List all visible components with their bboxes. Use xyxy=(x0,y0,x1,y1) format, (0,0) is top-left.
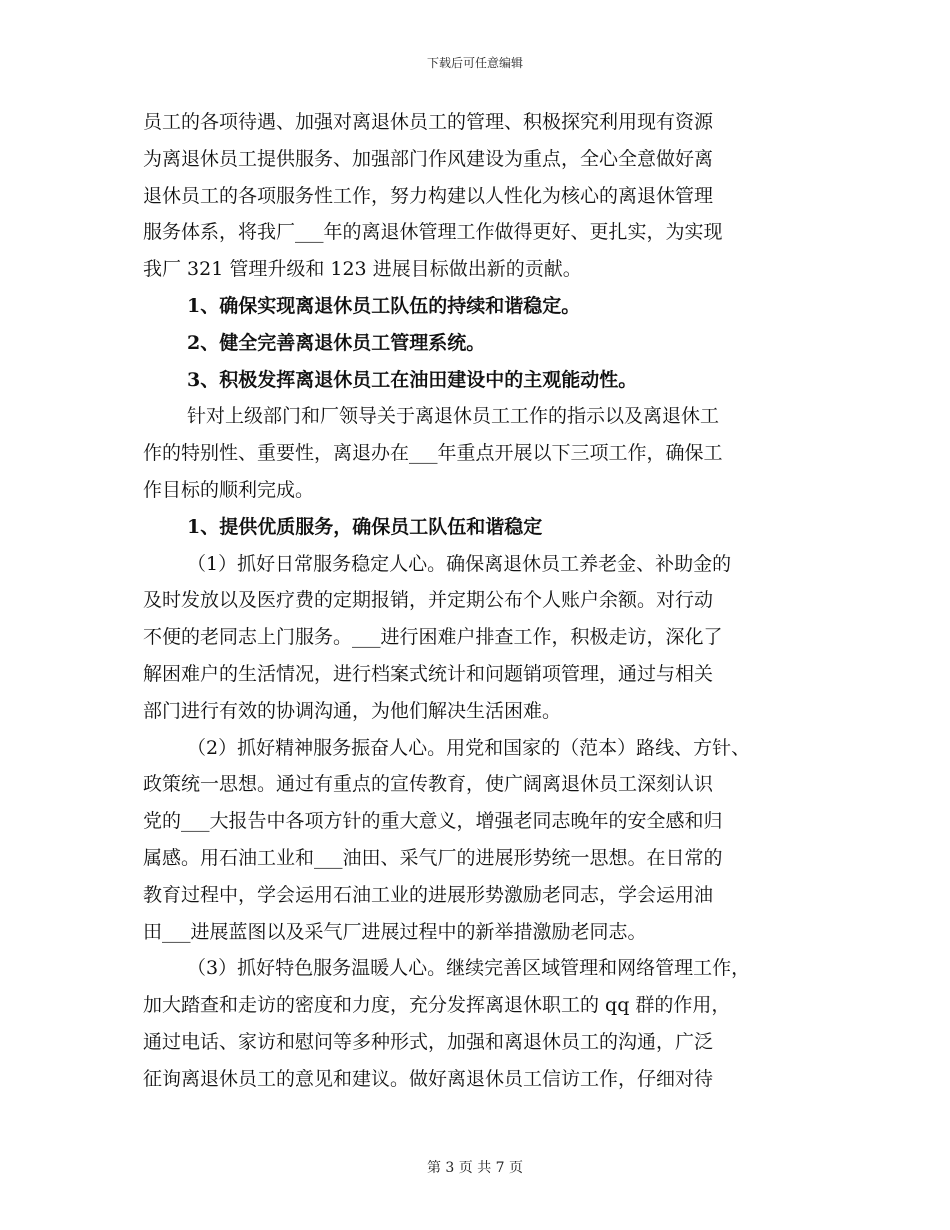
paragraph-line: 及时发放以及医疗费的定期报销，并定期公布个人账户余额。对行动 xyxy=(143,589,714,612)
page-header: 下载后可任意编辑 xyxy=(426,56,523,70)
paragraph-line: 政策统一思想。通过有重点的宣传教育，使广阔离退休员工深刻认识 xyxy=(143,773,714,796)
section-heading-line: 1、确保实现离退休员工队伍的持续和谐稳定。 xyxy=(187,294,581,317)
paragraph-line: （1）抓好日常服务稳定人心。确保离退休员工养老金、补助金的 xyxy=(187,552,732,575)
paragraph-line: （2）抓好精神服务振奋人心。用党和国家的（范本）路线、方针、 xyxy=(187,736,751,759)
page-number-footer: 第 3 页 共 7 页 xyxy=(426,1160,524,1176)
paragraph-line: 为离退休员工提供服务、加强部门作风建设为重点，全心全意做好离 xyxy=(143,147,714,170)
paragraph-line: 退休员工的各项服务性工作，努力构建以人性化为核心的离退休管理 xyxy=(143,184,714,207)
paragraph-line: 田___进展蓝图以及采气厂进展过程中的新举措激励老同志。 xyxy=(143,920,647,943)
paragraph-line: 解困难户的生活情况，进行档案式统计和问题销项管理，通过与相关 xyxy=(143,662,714,685)
paragraph-line: 针对上级部门和厂领导关于离退休员工工作的指示以及离退休工 xyxy=(187,405,720,428)
paragraph-line: 员工的各项待遇、加强对离退休员工的管理、积极探究利用现有资源 xyxy=(143,111,714,133)
paragraph-line: 作目标的顺利完成。 xyxy=(143,478,315,501)
paragraph-line: 教育过程中，学会运用石油工业的进展形势激励老同志，学会运用油 xyxy=(143,883,714,906)
paragraph-line: 通过电话、家访和慰问等多种形式，加强和离退休员工的沟通，广泛 xyxy=(143,1030,714,1053)
paragraph-line: 征询离退休员工的意见和建议。做好离退休员工信访工作，仔细对待 xyxy=(143,1067,714,1090)
paragraph-line: 党的___大报告中各项方针的重大意义，增强老同志晚年的安全感和归 xyxy=(143,810,723,833)
paragraph-line: 部门进行有效的协调沟通，为他们解决生活困难。 xyxy=(143,699,562,722)
section-heading-line: 3、积极发挥离退休员工在油田建设中的主观能动性。 xyxy=(187,368,638,391)
paragraph-line: 不便的老同志上门服务。___进行困难户排查工作，积极走访，深化了 xyxy=(143,626,723,649)
document-body xyxy=(143,104,825,1098)
section-heading-line: 2、健全完善离退休员工管理系统。 xyxy=(187,331,486,354)
paragraph-line: 加大踏查和走访的密度和力度，充分发挥离退休职工的 qq 群的作用， xyxy=(143,994,731,1017)
section-heading-line: 1、提供优质服务，确保员工队伍和谐稳定 xyxy=(187,515,543,538)
paragraph-line: 服务体系，将我厂___年的离退休管理工作做得更好、更扎实，为实现 xyxy=(143,221,723,244)
paragraph-line: （3）抓好特色服务温暖人心。继续完善区域管理和网络管理工作， xyxy=(187,957,751,980)
paragraph-line: 我厂 321 管理升级和 123 进展目标做出新的贡献。 xyxy=(143,258,582,281)
paragraph-line: 属感。用石油工业和___油田、采气厂的进展形势统一思想。在日常的 xyxy=(143,846,723,869)
paragraph-line: 作的特别性、重要性，离退办在___年重点开展以下三项工作，确保工 xyxy=(143,442,723,465)
